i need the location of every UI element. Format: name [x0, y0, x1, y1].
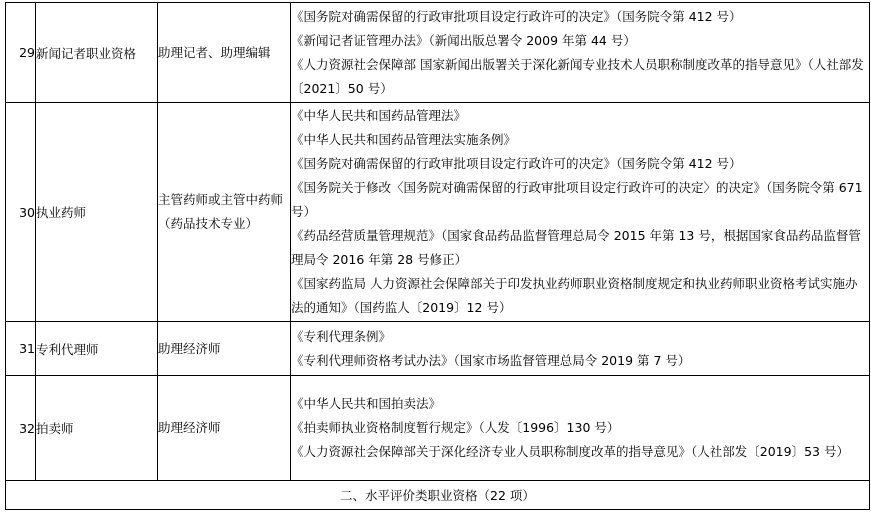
equivalent-title: 主管药师或主管中药师（药品技术专业） [158, 103, 291, 322]
basis-line: 《专利代理条例》 [291, 328, 392, 344]
table-row [6, 103, 870, 322]
legal-basis [291, 376, 870, 481]
qualification-table [5, 2, 870, 510]
equivalent-title: 助理经济师 [158, 376, 291, 481]
row-number: 31 [6, 322, 36, 376]
equivalent-title: 助理记者、助理编辑 [158, 3, 291, 103]
row-number: 30 [6, 103, 36, 322]
legal-basis [291, 103, 870, 322]
basis-line: 《国务院对确需保留的行政审批项目设定行政许可的决定》（国务院令第 412 号） [291, 156, 742, 171]
basis-line: 《新闻记者证管理办法》（新闻出版总署令 2009 年第 44 号） [291, 32, 636, 48]
table-row [6, 322, 870, 376]
table-row [6, 376, 870, 481]
table-row [6, 3, 870, 103]
basis-line: 《中华人民共和国药品管理法实施条例》 [291, 132, 517, 147]
basis-line: 《药品经营质量管理规范》（国家食品药品监督管理总局令 2015 年第 13 号，根据国家食品药品监督管理局令 2016 年第 28 号修正） [291, 228, 861, 267]
section-heading-row [6, 481, 870, 510]
basis-line: 《中华人民共和国药品管理法》 [291, 108, 467, 123]
basis-line: 《中华人民共和国拍卖法》 [291, 396, 442, 411]
row-number: 29 [6, 3, 36, 103]
qualification-name: 拍卖师 [36, 376, 158, 481]
equivalent-title: 助理经济师 [158, 322, 291, 376]
basis-line: 《人力资源社会保障部 国家新闻出版署关于深化新闻专业技术人员职称制度改革的指导意见》（人社部发〔2021〕50 号） [291, 56, 864, 96]
qualification-name: 新闻记者职业资格 [36, 3, 158, 103]
basis-line: 《国务院对确需保留的行政审批项目设定行政许可的决定》（国务院令第 412 号） [291, 8, 742, 24]
row-number: 32 [6, 376, 36, 481]
qualification-name: 执业药师 [36, 103, 158, 322]
basis-line: 《国务院关于修改〈国务院对确需保留的行政审批项目设定行政许可的决定〉的决定》（国务院令第 671 号） [291, 180, 863, 219]
basis-line: 《人力资源社会保障部关于深化经济专业人员职称制度改革的指导意见》（人社部发〔2019〕53 号） [291, 444, 849, 459]
basis-line: 《国家药监局 人力资源社会保障部关于印发执业药师职业资格制度规定和执业药师职业资格考试实施办法的通知》（国药监人〔2019〕12 号） [291, 276, 858, 315]
basis-line: 《拍卖师执业资格制度暂行规定》（人发〔1996〕130 号） [291, 420, 620, 435]
section-heading: 二、水平评价类职业资格（22 项） [6, 481, 870, 510]
basis-line: 《专利代理师资格考试办法》（国家市场监督管理总局令 2019 第 7 号） [291, 352, 691, 368]
legal-basis [291, 3, 870, 103]
legal-basis [291, 322, 870, 376]
qualification-name: 专利代理师 [36, 322, 158, 376]
